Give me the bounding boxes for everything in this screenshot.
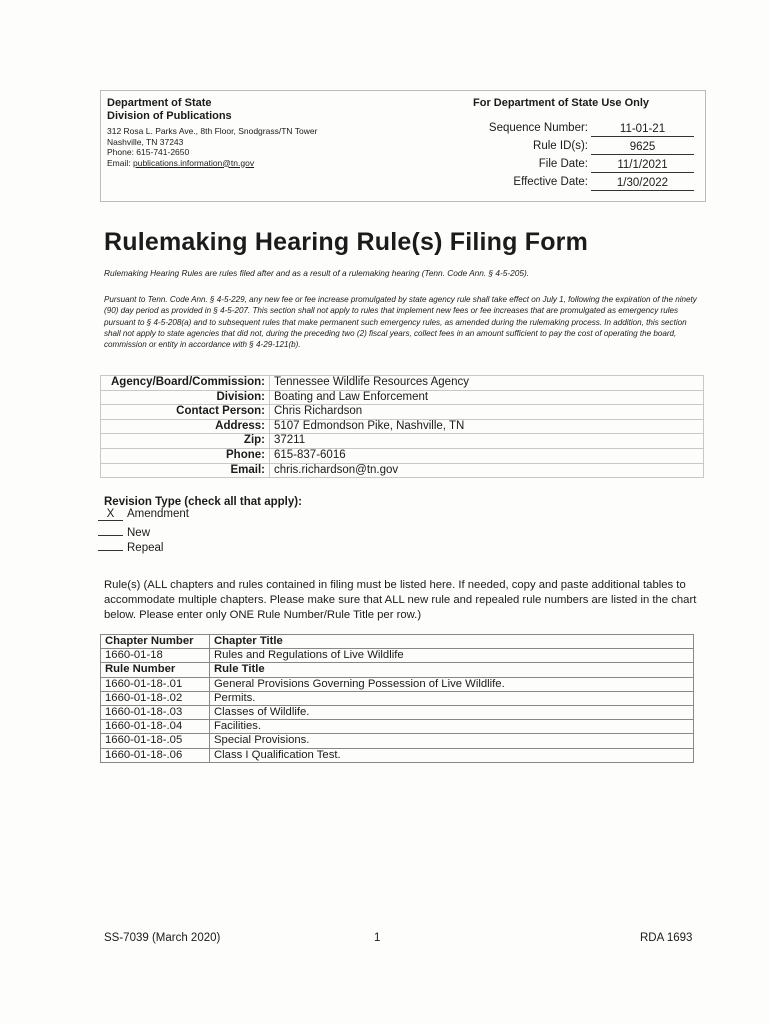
address-line-1: 312 Rosa L. Parks Ave., 8th Floor, Snodgrass/TN Tower [107, 126, 318, 136]
division-value: Boating and Law Enforcement [270, 390, 704, 405]
file-date-row [440, 156, 700, 174]
chapter-row [101, 649, 694, 663]
rule-title: Facilities. [210, 720, 694, 734]
email-link[interactable]: publications.information@tn.gov [132, 157, 255, 168]
page-number: 1 [374, 932, 381, 944]
agency-info-table [100, 375, 704, 478]
department-address [107, 126, 317, 168]
rule-id-label: Rule ID(s): [533, 140, 588, 152]
rule-title: General Provisions Governing Possession of Live Wildlife. [210, 677, 694, 691]
rule-title: Special Provisions. [210, 734, 694, 748]
rule-number: 1660-01-18-.02 [101, 691, 210, 705]
chapter-title-header: Chapter Title [210, 635, 694, 649]
rule-number: 1660-01-18-.06 [101, 748, 210, 762]
rule-number-header: Rule Number [101, 663, 210, 677]
zip-key: Zip: [101, 434, 270, 449]
email-row [101, 463, 704, 478]
table-row [101, 691, 694, 705]
contact-key: Contact Person: [101, 405, 270, 420]
form-id: SS-7039 (March 2020) [104, 932, 221, 944]
rule-id-value: 9625 [591, 140, 694, 155]
phone-row [101, 448, 704, 463]
new-checkbox[interactable] [98, 523, 123, 536]
contact-value: Chris Richardson [270, 405, 704, 420]
sos-use-only-title: For Department of State Use Only [473, 97, 650, 109]
agency-row [101, 376, 704, 391]
phone-key: Phone: [101, 448, 270, 463]
rule-title: Classes of Wildlife. [210, 706, 694, 720]
page-title: Rulemaking Hearing Rule(s) Filing Form [104, 228, 589, 256]
revision-amendment [98, 508, 189, 523]
rule-number: 1660-01-18-.05 [101, 734, 210, 748]
department-name: Department of State [107, 97, 212, 109]
effective-date-row [440, 174, 700, 192]
table-row [101, 734, 694, 748]
rule-title-header: Rule Title [210, 663, 694, 677]
revision-type-title: Revision Type (check all that apply): [104, 496, 302, 508]
table-row [101, 720, 694, 734]
amendment-checkbox[interactable]: X [98, 508, 123, 521]
sequence-number-label: Sequence Number: [488, 122, 588, 134]
email-label: Email: [107, 157, 133, 168]
rule-id-row [440, 138, 700, 156]
file-date-label: File Date: [538, 158, 588, 170]
address-line-2: Nashville, TN 37243 [107, 136, 184, 147]
table-row [101, 677, 694, 691]
pursuant-paragraph: Pursuant to Tenn. Code Ann. § 4-5-229, any new fee or fee increase promulgated by state agency rule shall take effect on July 1, following the expiration of the ninety (90) day period as provided in § 4-5-207. This section shall not apply to rules that implement new fees or fee increases that are promulgated as emergency rules pursuant to § 4-5-208(a) and to subsequent rules that make permanent such emergency rules, as amended during the rulemaking process. In addition, this section shall not apply to state agencies that did not, during the preceding two (2) fiscal years, collect fees in an amount sufficient to pay the cost of operating the board, commission or entity in accordance with § 4-29-121(b). [104, 295, 697, 350]
address-value: 5107 Edmondson Pike, Nashville, TN [270, 419, 704, 434]
contact-row [101, 405, 704, 420]
rule-number: 1660-01-18-.03 [101, 706, 210, 720]
rda-number: RDA 1693 [640, 932, 693, 944]
division-name: Division of Publications [107, 110, 232, 122]
address-key: Address: [101, 419, 270, 434]
chapter-header-row [101, 635, 694, 649]
chapter-number-header: Chapter Number [101, 635, 210, 649]
rule-number: 1660-01-18-.04 [101, 720, 210, 734]
department-heading [107, 97, 232, 123]
agency-value: Tennessee Wildlife Resources Agency [270, 376, 704, 391]
repeal-label: Repeal [127, 542, 164, 554]
new-label: New [127, 527, 151, 539]
department-phone: Phone: 615-741-2650 [107, 147, 190, 157]
division-row [101, 390, 704, 405]
rules-instructions: Rule(s) (ALL chapters and rules contained in filing must be listed here. If needed, copy and paste additional tables to accommodate multiple chapters. Please make sure that ALL new rule and repealed rule numbers are listed in the chart below. Please enter only ONE Rule Number/Rule Title per row.) [104, 579, 697, 621]
agency-key: Agency/Board/Commission: [101, 376, 270, 391]
rule-title: Permits. [210, 691, 694, 705]
effective-date-value: 1/30/2022 [591, 176, 694, 191]
amendment-label: Amendment [127, 508, 190, 520]
effective-date-label: Effective Date: [513, 176, 588, 188]
zip-row [101, 434, 704, 449]
chapter-rule-table [100, 634, 694, 763]
rule-header-row [101, 663, 694, 677]
chapter-title: Rules and Regulations of Live Wildlife [210, 649, 694, 663]
chapter-number: 1660-01-18 [101, 649, 210, 663]
rule-number: 1660-01-18-.01 [101, 677, 210, 691]
repeal-checkbox[interactable] [98, 538, 123, 551]
rule-title: Class I Qualification Test. [210, 748, 694, 762]
division-key: Division: [101, 390, 270, 405]
zip-value: 37211 [270, 434, 704, 449]
page-subtitle: Rulemaking Hearing Rules are rules filed after and as a result of a rulemaking hearing (Tenn. Code Ann. § 4-5-205). [104, 268, 530, 278]
phone-value: 615-837-6016 [270, 448, 704, 463]
table-row [101, 748, 694, 762]
department-email [107, 158, 317, 169]
sequence-number-row [440, 120, 700, 138]
table-row [101, 706, 694, 720]
address-row [101, 419, 704, 434]
revision-repeal [98, 538, 163, 553]
sequence-number-value: 11-01-21 [591, 122, 694, 137]
email-key: Email: [101, 463, 270, 478]
revision-new [98, 523, 150, 538]
email-value: chris.richardson@tn.gov [270, 463, 704, 478]
file-date-value: 11/1/2021 [591, 158, 694, 173]
